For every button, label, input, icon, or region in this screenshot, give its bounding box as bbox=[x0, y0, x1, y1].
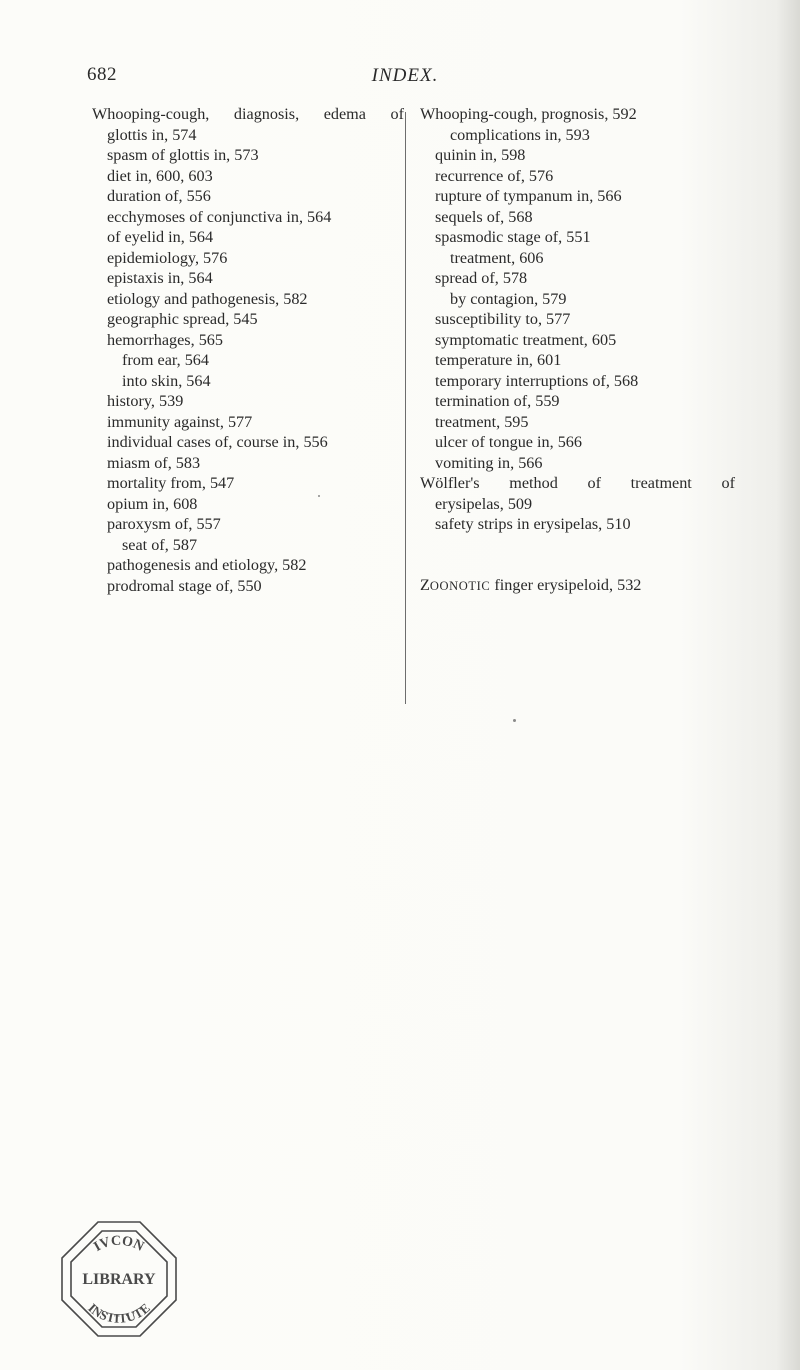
index-entry: etiology and pathogenesis, 582 bbox=[107, 289, 308, 308]
index-entry: safety strips in erysipelas, 510 bbox=[435, 515, 631, 533]
stamp-top-text: IVCON bbox=[91, 1233, 147, 1255]
index-entry: Whooping-cough, prognosis, 592 bbox=[420, 105, 637, 123]
index-entry: paroxysm of, 557 bbox=[107, 515, 221, 533]
index-entry: into skin, 564 bbox=[122, 371, 211, 390]
index-entry: opium in, 608 bbox=[107, 494, 198, 513]
page-title: INDEX. bbox=[371, 65, 439, 86]
index-entry: history, 539 bbox=[107, 392, 184, 410]
index-entry: temporary interruptions of, 568 bbox=[435, 371, 639, 390]
zoonotic-rest: finger erysipeloid, 532 bbox=[490, 575, 642, 594]
index-entry: mortality from, 547 bbox=[107, 474, 235, 492]
index-entries-right bbox=[420, 104, 735, 535]
index-entry: geographic spread, 545 bbox=[107, 310, 258, 328]
index-entry: epidemiology, 576 bbox=[107, 248, 228, 267]
index-entry: immunity against, 577 bbox=[107, 412, 253, 431]
index-entry: termination of, 559 bbox=[435, 392, 560, 410]
column-divider bbox=[405, 112, 406, 704]
index-entry: ecchymoses of conjunctiva in, 564 bbox=[107, 207, 332, 226]
stamp-middle-text: LIBRARY bbox=[82, 1271, 156, 1288]
index-entry-zoonotic bbox=[420, 575, 735, 597]
stamp-bottom-text: INSTITUTE bbox=[85, 1300, 153, 1326]
index-entry: by contagion, 579 bbox=[450, 289, 567, 308]
index-entry: spasm of glottis in, 573 bbox=[107, 146, 259, 164]
index-entry: erysipelas, 509 bbox=[435, 494, 533, 513]
zoonotic-initial: Z bbox=[420, 575, 430, 594]
index-entry: quinin in, 598 bbox=[435, 146, 526, 164]
index-entry: pathogenesis and etiology, 582 bbox=[107, 556, 307, 574]
index-entry: complications in, 593 bbox=[450, 125, 590, 144]
index-entry: ulcer of tongue in, 566 bbox=[435, 433, 582, 451]
index-entry: individual cases of, course in, 556 bbox=[107, 433, 328, 451]
index-entry: epistaxis in, 564 bbox=[107, 269, 213, 287]
index-entry: seat of, 587 bbox=[122, 535, 198, 554]
index-entry: duration of, 556 bbox=[107, 187, 211, 205]
index-entry: glottis in, 574 bbox=[107, 125, 197, 144]
index-entry: of eyelid in, 564 bbox=[107, 228, 214, 246]
index-entry: symptomatic treatment, 605 bbox=[435, 330, 617, 349]
index-entry: vomiting in, 566 bbox=[435, 453, 543, 472]
zoonotic-small-caps: OONOTIC bbox=[429, 578, 491, 593]
page-number: 682 bbox=[87, 64, 117, 85]
index-entry: susceptibility to, 577 bbox=[435, 310, 571, 328]
paper-speck bbox=[318, 495, 320, 497]
index-entry: from ear, 564 bbox=[122, 351, 209, 369]
index-entry: diet in, 600, 603 bbox=[107, 166, 213, 185]
index-column-right bbox=[420, 104, 735, 596]
index-entry: spread of, 578 bbox=[435, 269, 528, 287]
index-entry: temperature in, 601 bbox=[435, 351, 562, 369]
index-entry: treatment, 606 bbox=[450, 248, 544, 267]
entry-gap bbox=[420, 535, 735, 575]
index-column-left bbox=[92, 104, 404, 596]
index-entry: hemorrhages, 565 bbox=[107, 330, 223, 349]
index-entry: Wölfler's method of treatment of bbox=[420, 474, 735, 492]
paper-speck bbox=[513, 719, 516, 722]
library-stamp bbox=[58, 1218, 180, 1340]
index-entry: treatment, 595 bbox=[435, 412, 529, 431]
index-entry: rupture of tympanum in, 566 bbox=[435, 187, 622, 205]
index-entry: prodromal stage of, 550 bbox=[107, 576, 262, 595]
index-entry: Whooping-cough, diagnosis, edema of bbox=[92, 105, 404, 123]
index-entry: miasm of, 583 bbox=[107, 453, 201, 472]
index-entry: sequels of, 568 bbox=[435, 207, 533, 226]
index-entry: recurrence of, 576 bbox=[435, 166, 554, 185]
index-entry: spasmodic stage of, 551 bbox=[435, 228, 591, 246]
